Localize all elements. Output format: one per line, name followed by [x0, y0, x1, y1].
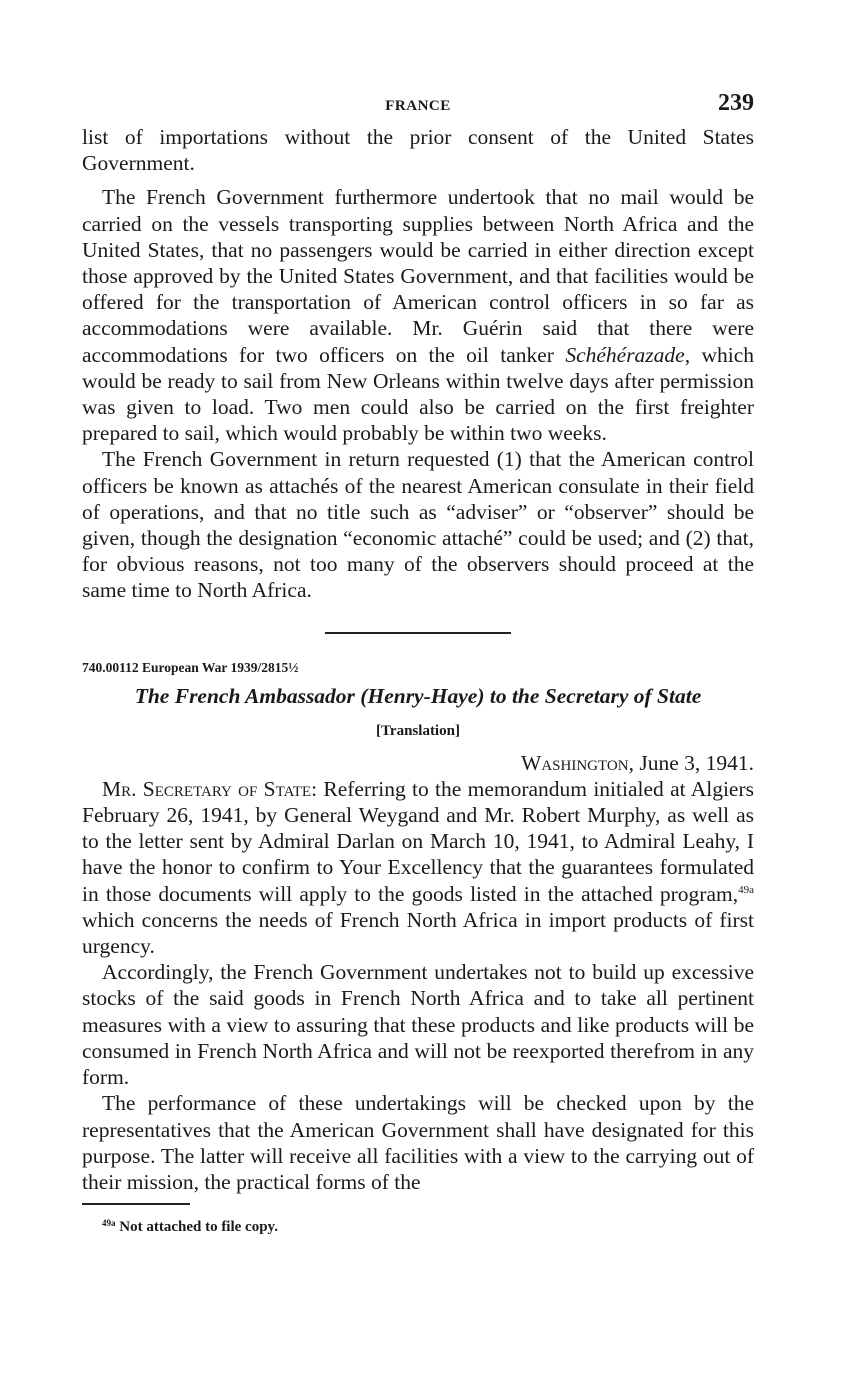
- paragraph-mail-passengers: [82, 184, 754, 446]
- running-head: [82, 88, 754, 124]
- page-number: 239: [718, 90, 754, 116]
- running-title: FRANCE: [385, 98, 451, 114]
- section-divider: [325, 632, 511, 634]
- dateline-date: , June 3, 1941.: [628, 750, 754, 775]
- dateline-city: Washington: [521, 750, 629, 775]
- letter-paragraph-2: Accordingly, the French Government undertakes not to build up excessive stocks of the said goods in French North Africa and to take all pertinent measures with a view to assuring that these products and like products will be consumed in French North Africa and will not be reexported therefrom in any form.: [82, 960, 754, 1090]
- letter-paragraph-1-text: : Referring to the memorandum initialed at Algiers February 26, 1941, by General Weygand and Mr. Robert Murphy, as well as to the letter sent by Admiral Darlan on March 10, 1941, to Admiral Leahy, I have the honor to confirm to Your Excellency that the guarantees formulated in those documents will apply to the goods listed in the attached program,: [82, 776, 754, 906]
- salutation: Mr. Secretary of State: [102, 776, 312, 801]
- letter-paragraph-1: [82, 776, 754, 959]
- letter-paragraph-3: The performance of these undertakings will be checked upon by the representatives that the American Government shall have designated for this purpose. The latter will receive all facilities with a view to the carrying out of their mission, the practical forms of the: [82, 1091, 754, 1194]
- footnote-text: Not attached to file copy.: [115, 1219, 278, 1236]
- document-title-part-2: ) to the Secretary of State: [477, 683, 702, 708]
- footnote: [82, 1219, 754, 1236]
- paragraph-french-request: The French Government in return requested (1) that the American control officers be known as attachés of the nearest American consulate in their field of operations, and that no title such as “adviser” or “observer” should be given, though the designation “economic attaché” could be used; and (2) that, for obvious reasons, not too many of the observers should proceed at the same time to North Africa.: [82, 447, 754, 603]
- letter-paragraph-1-end: which concerns the needs of French North Africa in import products of first urgency.: [82, 907, 754, 959]
- dateline: [82, 750, 754, 776]
- footnote-marker: 49a: [102, 1218, 116, 1229]
- paragraph-mail-text-1: The French Government furthermore undertook that no mail would be carried on the vessels transporting supplies between North Africa and the United States, that no passengers would be carried in either direction except those approved by the United States Government, and that facilities would be offered for the transportation of American control officers in so far as accommodations were available. Mr. Guérin said that there were accommodations for two officers on the oil tanker: [82, 185, 754, 367]
- file-reference: 740.00112 European War 1939/2815½: [82, 659, 299, 675]
- ship-name: Schéhérazade: [565, 342, 685, 367]
- translation-note: [Translation]: [376, 722, 460, 739]
- footnote-divider: [82, 1203, 190, 1205]
- paragraph-mail-text-2: , which would be ready to sail from New Orleans within twelve days after permission was given to load. Two men could also be carried on the first freighter prepared to sail, which would probably be within two weeks.: [82, 342, 754, 446]
- continuation-paragraph: list of importations without the prior consent of the United States Government.: [82, 125, 754, 176]
- document-title-name: Henry-Haye: [367, 683, 478, 708]
- document-page: [82, 88, 754, 1236]
- footnote-reference: 49a: [738, 883, 754, 896]
- document-title: [82, 684, 754, 709]
- document-title-part-1: The French Ambassador (: [134, 683, 368, 708]
